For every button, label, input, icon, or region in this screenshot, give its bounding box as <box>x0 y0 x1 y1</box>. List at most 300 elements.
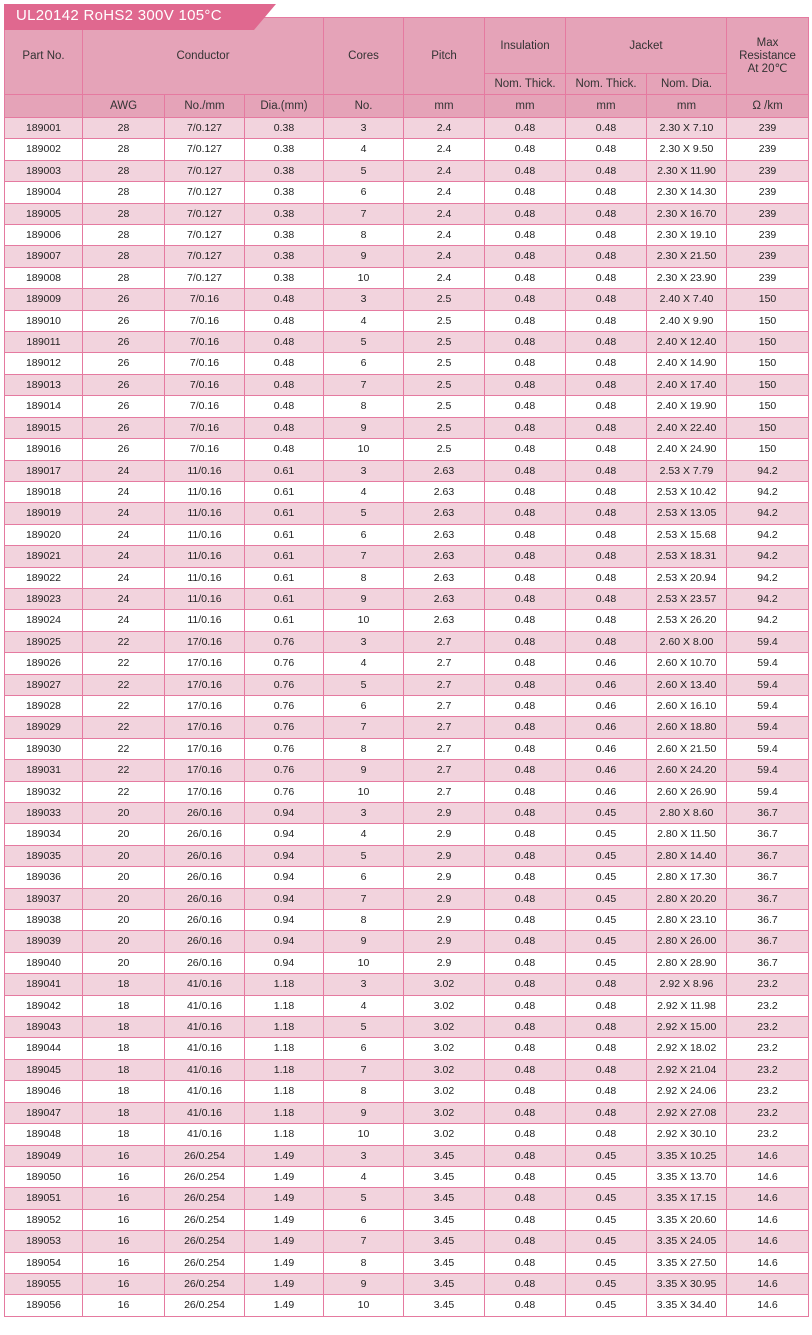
cell-jacket-dia: 2.53 X 18.31 <box>647 546 727 567</box>
cell-cores: 8 <box>324 910 404 931</box>
cell-strand: 7/0.16 <box>165 374 245 395</box>
spec-table <box>4 17 809 1317</box>
cell-max-resistance: 59.4 <box>727 653 809 674</box>
cell-jacket-thick: 0.48 <box>566 182 647 203</box>
cell-pitch: 3.45 <box>404 1231 485 1252</box>
cell-part-no: 189048 <box>5 1124 83 1145</box>
cell-max-resistance: 150 <box>727 289 809 310</box>
cell-max-resistance: 59.4 <box>727 717 809 738</box>
header-part-no: Part No. <box>5 18 83 95</box>
cell-cores: 3 <box>324 118 404 139</box>
cell-conductor-dia: 0.48 <box>245 417 324 438</box>
cell-strand: 7/0.127 <box>165 203 245 224</box>
cell-insulation-thick: 0.48 <box>485 182 566 203</box>
cell-pitch: 2.63 <box>404 588 485 609</box>
table-row <box>5 910 809 931</box>
cell-awg: 22 <box>83 760 165 781</box>
cell-pitch: 2.9 <box>404 845 485 866</box>
cell-awg: 16 <box>83 1145 165 1166</box>
cell-conductor-dia: 0.61 <box>245 567 324 588</box>
cell-cores: 4 <box>324 824 404 845</box>
cell-conductor-dia: 0.76 <box>245 674 324 695</box>
cell-insulation-thick: 0.48 <box>485 503 566 524</box>
cell-part-no: 189019 <box>5 503 83 524</box>
cell-cores: 5 <box>324 160 404 181</box>
cell-jacket-dia: 2.92 X 27.08 <box>647 1102 727 1123</box>
cell-max-resistance: 59.4 <box>727 631 809 652</box>
cell-strand: 26/0.16 <box>165 888 245 909</box>
table-row <box>5 674 809 695</box>
cell-awg: 28 <box>83 160 165 181</box>
table-row <box>5 974 809 995</box>
cell-pitch: 2.5 <box>404 310 485 331</box>
cell-conductor-dia: 0.94 <box>245 845 324 866</box>
cell-cores: 4 <box>324 1166 404 1187</box>
cell-jacket-dia: 2.92 X 30.10 <box>647 1124 727 1145</box>
cell-part-no: 189022 <box>5 567 83 588</box>
cell-cores: 8 <box>324 396 404 417</box>
cell-max-resistance: 150 <box>727 310 809 331</box>
cell-pitch: 2.63 <box>404 481 485 502</box>
header-unit-jacket-dia-mm: mm <box>647 95 727 118</box>
table-header <box>5 18 809 118</box>
table-row <box>5 995 809 1016</box>
cell-jacket-thick: 0.45 <box>566 824 647 845</box>
cell-part-no: 189021 <box>5 546 83 567</box>
cell-strand: 26/0.254 <box>165 1166 245 1187</box>
cell-jacket-thick: 0.46 <box>566 674 647 695</box>
cell-jacket-dia: 2.30 X 23.90 <box>647 267 727 288</box>
cell-strand: 17/0.16 <box>165 738 245 759</box>
cell-strand: 17/0.16 <box>165 695 245 716</box>
table-row <box>5 952 809 973</box>
cell-jacket-thick: 0.45 <box>566 910 647 931</box>
cell-max-resistance: 150 <box>727 417 809 438</box>
cell-max-resistance: 14.6 <box>727 1188 809 1209</box>
cell-jacket-thick: 0.48 <box>566 203 647 224</box>
cell-conductor-dia: 0.94 <box>245 803 324 824</box>
header-cores: Cores <box>324 18 404 95</box>
cell-awg: 20 <box>83 931 165 952</box>
cell-cores: 10 <box>324 1124 404 1145</box>
cell-max-resistance: 94.2 <box>727 524 809 545</box>
cell-awg: 22 <box>83 781 165 802</box>
cell-cores: 9 <box>324 1102 404 1123</box>
page-title: UL20142 RoHS2 300V 105°C <box>16 7 222 24</box>
cell-pitch: 2.63 <box>404 567 485 588</box>
cell-conductor-dia: 1.49 <box>245 1252 324 1273</box>
cell-conductor-dia: 1.18 <box>245 1038 324 1059</box>
cell-strand: 17/0.16 <box>165 674 245 695</box>
cell-jacket-dia: 3.35 X 10.25 <box>647 1145 727 1166</box>
cell-cores: 10 <box>324 439 404 460</box>
table-row <box>5 781 809 802</box>
cell-awg: 24 <box>83 481 165 502</box>
cell-strand: 11/0.16 <box>165 503 245 524</box>
table-row <box>5 610 809 631</box>
cell-part-no: 189040 <box>5 952 83 973</box>
cell-pitch: 2.7 <box>404 631 485 652</box>
header-unit-jacket-thick-mm: mm <box>566 95 647 118</box>
cell-insulation-thick: 0.48 <box>485 396 566 417</box>
cell-conductor-dia: 0.76 <box>245 717 324 738</box>
cell-max-resistance: 150 <box>727 374 809 395</box>
cell-awg: 20 <box>83 824 165 845</box>
cell-strand: 17/0.16 <box>165 717 245 738</box>
cell-insulation-thick: 0.48 <box>485 824 566 845</box>
cell-jacket-thick: 0.48 <box>566 567 647 588</box>
cell-cores: 9 <box>324 931 404 952</box>
cell-cores: 10 <box>324 610 404 631</box>
cell-awg: 20 <box>83 803 165 824</box>
table-row <box>5 631 809 652</box>
cell-max-resistance: 59.4 <box>727 760 809 781</box>
cell-insulation-thick: 0.48 <box>485 931 566 952</box>
cell-cores: 5 <box>324 503 404 524</box>
cell-strand: 26/0.254 <box>165 1295 245 1316</box>
cell-pitch: 3.02 <box>404 1081 485 1102</box>
header-jacket-nom-thick: Nom. Thick. <box>566 74 647 95</box>
cell-part-no: 189008 <box>5 267 83 288</box>
cell-cores: 7 <box>324 203 404 224</box>
cell-cores: 6 <box>324 1209 404 1230</box>
cell-jacket-dia: 2.40 X 14.90 <box>647 353 727 374</box>
cell-insulation-thick: 0.48 <box>485 567 566 588</box>
cell-cores: 4 <box>324 653 404 674</box>
cell-awg: 28 <box>83 203 165 224</box>
cell-pitch: 3.45 <box>404 1145 485 1166</box>
cell-cores: 9 <box>324 588 404 609</box>
cell-part-no: 189054 <box>5 1252 83 1273</box>
cell-jacket-thick: 0.48 <box>566 1017 647 1038</box>
cell-insulation-thick: 0.48 <box>485 267 566 288</box>
cell-jacket-dia: 3.35 X 20.60 <box>647 1209 727 1230</box>
cell-conductor-dia: 0.38 <box>245 118 324 139</box>
table-row <box>5 460 809 481</box>
cell-conductor-dia: 0.76 <box>245 653 324 674</box>
cell-awg: 20 <box>83 952 165 973</box>
cell-strand: 7/0.127 <box>165 267 245 288</box>
table-row <box>5 824 809 845</box>
cell-conductor-dia: 0.61 <box>245 546 324 567</box>
cell-pitch: 2.9 <box>404 952 485 973</box>
cell-jacket-dia: 2.60 X 8.00 <box>647 631 727 652</box>
cell-jacket-dia: 3.35 X 34.40 <box>647 1295 727 1316</box>
cell-jacket-thick: 0.46 <box>566 653 647 674</box>
cell-jacket-thick: 0.48 <box>566 503 647 524</box>
cell-jacket-dia: 2.60 X 16.10 <box>647 695 727 716</box>
cell-max-resistance: 94.2 <box>727 481 809 502</box>
cell-strand: 7/0.16 <box>165 439 245 460</box>
cell-insulation-thick: 0.48 <box>485 1231 566 1252</box>
header-unit-blank <box>5 95 83 118</box>
cell-insulation-thick: 0.48 <box>485 1295 566 1316</box>
cell-jacket-thick: 0.45 <box>566 1231 647 1252</box>
cell-jacket-dia: 2.80 X 20.20 <box>647 888 727 909</box>
cell-awg: 24 <box>83 588 165 609</box>
cell-strand: 26/0.16 <box>165 910 245 931</box>
cell-pitch: 2.7 <box>404 781 485 802</box>
cell-strand: 11/0.16 <box>165 610 245 631</box>
cell-jacket-dia: 2.92 X 11.98 <box>647 995 727 1016</box>
table-row <box>5 1231 809 1252</box>
cell-jacket-thick: 0.48 <box>566 1124 647 1145</box>
cell-pitch: 2.9 <box>404 867 485 888</box>
cell-awg: 16 <box>83 1231 165 1252</box>
table-row <box>5 374 809 395</box>
cell-jacket-thick: 0.45 <box>566 1295 647 1316</box>
cell-conductor-dia: 0.76 <box>245 631 324 652</box>
cell-awg: 20 <box>83 867 165 888</box>
cell-cores: 7 <box>324 717 404 738</box>
cell-part-no: 189026 <box>5 653 83 674</box>
header-unit-awg: AWG <box>83 95 165 118</box>
cell-pitch: 2.63 <box>404 610 485 631</box>
cell-part-no: 189032 <box>5 781 83 802</box>
cell-conductor-dia: 1.49 <box>245 1188 324 1209</box>
cell-cores: 6 <box>324 1038 404 1059</box>
cell-jacket-dia: 2.80 X 14.40 <box>647 845 727 866</box>
cell-jacket-dia: 2.92 X 8.96 <box>647 974 727 995</box>
cell-conductor-dia: 0.48 <box>245 310 324 331</box>
cell-strand: 41/0.16 <box>165 1017 245 1038</box>
cell-conductor-dia: 0.38 <box>245 246 324 267</box>
cell-conductor-dia: 1.18 <box>245 974 324 995</box>
cell-insulation-thick: 0.48 <box>485 310 566 331</box>
cell-cores: 4 <box>324 995 404 1016</box>
cell-insulation-thick: 0.48 <box>485 417 566 438</box>
cell-pitch: 2.5 <box>404 353 485 374</box>
cell-conductor-dia: 0.48 <box>245 439 324 460</box>
table-row <box>5 1295 809 1316</box>
cell-pitch: 2.7 <box>404 674 485 695</box>
cell-pitch: 3.02 <box>404 974 485 995</box>
cell-jacket-thick: 0.48 <box>566 546 647 567</box>
table-row <box>5 396 809 417</box>
cell-cores: 6 <box>324 695 404 716</box>
cell-max-resistance: 23.2 <box>727 1102 809 1123</box>
cell-awg: 18 <box>83 995 165 1016</box>
cell-awg: 16 <box>83 1252 165 1273</box>
cell-part-no: 189030 <box>5 738 83 759</box>
cell-jacket-dia: 2.60 X 18.80 <box>647 717 727 738</box>
cell-strand: 7/0.16 <box>165 417 245 438</box>
cell-awg: 16 <box>83 1273 165 1294</box>
cell-cores: 8 <box>324 567 404 588</box>
cell-awg: 22 <box>83 717 165 738</box>
table-row <box>5 588 809 609</box>
cell-part-no: 189013 <box>5 374 83 395</box>
cell-jacket-dia: 2.92 X 24.06 <box>647 1081 727 1102</box>
cell-awg: 18 <box>83 1081 165 1102</box>
cell-conductor-dia: 0.38 <box>245 139 324 160</box>
cell-max-resistance: 36.7 <box>727 952 809 973</box>
cell-insulation-thick: 0.48 <box>485 225 566 246</box>
cell-max-resistance: 239 <box>727 160 809 181</box>
table-row <box>5 717 809 738</box>
cell-max-resistance: 14.6 <box>727 1145 809 1166</box>
cell-jacket-thick: 0.48 <box>566 995 647 1016</box>
cell-awg: 22 <box>83 695 165 716</box>
cell-jacket-dia: 3.35 X 13.70 <box>647 1166 727 1187</box>
cell-part-no: 189023 <box>5 588 83 609</box>
cell-strand: 17/0.16 <box>165 760 245 781</box>
cell-jacket-dia: 2.80 X 11.50 <box>647 824 727 845</box>
table-row <box>5 267 809 288</box>
cell-cores: 9 <box>324 1273 404 1294</box>
cell-jacket-dia: 2.30 X 9.50 <box>647 139 727 160</box>
cell-part-no: 189041 <box>5 974 83 995</box>
cell-conductor-dia: 0.94 <box>245 910 324 931</box>
cell-insulation-thick: 0.48 <box>485 160 566 181</box>
cell-insulation-thick: 0.48 <box>485 1209 566 1230</box>
cell-pitch: 3.02 <box>404 1017 485 1038</box>
cell-conductor-dia: 1.18 <box>245 1017 324 1038</box>
cell-jacket-dia: 2.60 X 13.40 <box>647 674 727 695</box>
cell-cores: 10 <box>324 1295 404 1316</box>
cell-jacket-thick: 0.48 <box>566 1102 647 1123</box>
cell-strand: 7/0.127 <box>165 246 245 267</box>
table-row <box>5 353 809 374</box>
cell-max-resistance: 36.7 <box>727 931 809 952</box>
cell-part-no: 189038 <box>5 910 83 931</box>
cell-part-no: 189003 <box>5 160 83 181</box>
cell-part-no: 189027 <box>5 674 83 695</box>
cell-max-resistance: 23.2 <box>727 1017 809 1038</box>
cell-awg: 20 <box>83 888 165 909</box>
cell-cores: 4 <box>324 481 404 502</box>
cell-pitch: 2.7 <box>404 653 485 674</box>
cell-insulation-thick: 0.48 <box>485 738 566 759</box>
cell-jacket-thick: 0.48 <box>566 1059 647 1080</box>
cell-awg: 28 <box>83 182 165 203</box>
cell-conductor-dia: 0.76 <box>245 695 324 716</box>
cell-pitch: 2.5 <box>404 439 485 460</box>
cell-strand: 26/0.16 <box>165 803 245 824</box>
table-row <box>5 203 809 224</box>
cell-cores: 10 <box>324 267 404 288</box>
cell-jacket-thick: 0.48 <box>566 160 647 181</box>
cell-cores: 6 <box>324 353 404 374</box>
cell-awg: 18 <box>83 1102 165 1123</box>
header-insulation: Insulation <box>485 18 566 74</box>
cell-pitch: 2.4 <box>404 225 485 246</box>
cell-awg: 26 <box>83 310 165 331</box>
cell-jacket-thick: 0.48 <box>566 631 647 652</box>
cell-awg: 24 <box>83 524 165 545</box>
cell-max-resistance: 239 <box>727 118 809 139</box>
cell-jacket-dia: 2.30 X 16.70 <box>647 203 727 224</box>
cell-conductor-dia: 1.18 <box>245 1059 324 1080</box>
cell-cores: 7 <box>324 546 404 567</box>
table-row <box>5 931 809 952</box>
cell-pitch: 3.45 <box>404 1295 485 1316</box>
cell-strand: 11/0.16 <box>165 460 245 481</box>
cell-jacket-thick: 0.48 <box>566 353 647 374</box>
cell-strand: 11/0.16 <box>165 567 245 588</box>
cell-insulation-thick: 0.48 <box>485 995 566 1016</box>
cell-strand: 41/0.16 <box>165 1102 245 1123</box>
cell-part-no: 189033 <box>5 803 83 824</box>
table-row <box>5 738 809 759</box>
header-unit-dia-mm: Dia.(mm) <box>245 95 324 118</box>
cell-pitch: 2.4 <box>404 118 485 139</box>
cell-cores: 6 <box>324 524 404 545</box>
cell-max-resistance: 36.7 <box>727 867 809 888</box>
cell-jacket-dia: 2.92 X 15.00 <box>647 1017 727 1038</box>
cell-part-no: 189025 <box>5 631 83 652</box>
table-row <box>5 1166 809 1187</box>
cell-jacket-thick: 0.48 <box>566 225 647 246</box>
cell-jacket-dia: 3.35 X 17.15 <box>647 1188 727 1209</box>
cell-jacket-thick: 0.45 <box>566 1145 647 1166</box>
cell-part-no: 189049 <box>5 1145 83 1166</box>
cell-insulation-thick: 0.48 <box>485 481 566 502</box>
cell-awg: 22 <box>83 631 165 652</box>
cell-strand: 41/0.16 <box>165 1059 245 1080</box>
cell-part-no: 189043 <box>5 1017 83 1038</box>
cell-max-resistance: 239 <box>727 267 809 288</box>
cell-pitch: 2.7 <box>404 717 485 738</box>
cell-awg: 22 <box>83 653 165 674</box>
cell-insulation-thick: 0.48 <box>485 1188 566 1209</box>
cell-part-no: 189035 <box>5 845 83 866</box>
cell-awg: 18 <box>83 974 165 995</box>
cell-cores: 4 <box>324 139 404 160</box>
cell-strand: 7/0.127 <box>165 160 245 181</box>
cell-insulation-thick: 0.48 <box>485 845 566 866</box>
cell-strand: 17/0.16 <box>165 653 245 674</box>
cell-conductor-dia: 0.94 <box>245 952 324 973</box>
cell-pitch: 2.7 <box>404 760 485 781</box>
cell-conductor-dia: 1.18 <box>245 995 324 1016</box>
cell-insulation-thick: 0.48 <box>485 1166 566 1187</box>
cell-insulation-thick: 0.48 <box>485 588 566 609</box>
cell-strand: 26/0.16 <box>165 867 245 888</box>
cell-max-resistance: 239 <box>727 225 809 246</box>
cell-awg: 16 <box>83 1209 165 1230</box>
cell-part-no: 189011 <box>5 332 83 353</box>
cell-strand: 17/0.16 <box>165 781 245 802</box>
cell-insulation-thick: 0.48 <box>485 439 566 460</box>
cell-pitch: 2.5 <box>404 289 485 310</box>
cell-jacket-dia: 2.40 X 9.90 <box>647 310 727 331</box>
cell-strand: 41/0.16 <box>165 995 245 1016</box>
cell-insulation-thick: 0.48 <box>485 674 566 695</box>
cell-max-resistance: 14.6 <box>727 1209 809 1230</box>
cell-jacket-thick: 0.48 <box>566 332 647 353</box>
cell-jacket-thick: 0.46 <box>566 695 647 716</box>
cell-pitch: 3.02 <box>404 1102 485 1123</box>
table-row <box>5 481 809 502</box>
cell-strand: 26/0.16 <box>165 952 245 973</box>
cell-jacket-thick: 0.48 <box>566 1081 647 1102</box>
cell-pitch: 2.63 <box>404 546 485 567</box>
cell-conductor-dia: 0.38 <box>245 203 324 224</box>
table-row <box>5 888 809 909</box>
cell-cores: 8 <box>324 1081 404 1102</box>
cell-awg: 28 <box>83 225 165 246</box>
cell-insulation-thick: 0.48 <box>485 1081 566 1102</box>
cell-conductor-dia: 1.49 <box>245 1273 324 1294</box>
cell-max-resistance: 59.4 <box>727 738 809 759</box>
cell-part-no: 189036 <box>5 867 83 888</box>
cell-insulation-thick: 0.48 <box>485 695 566 716</box>
cell-max-resistance: 23.2 <box>727 1124 809 1145</box>
cell-pitch: 3.45 <box>404 1188 485 1209</box>
cell-max-resistance: 14.6 <box>727 1231 809 1252</box>
cell-pitch: 2.5 <box>404 417 485 438</box>
